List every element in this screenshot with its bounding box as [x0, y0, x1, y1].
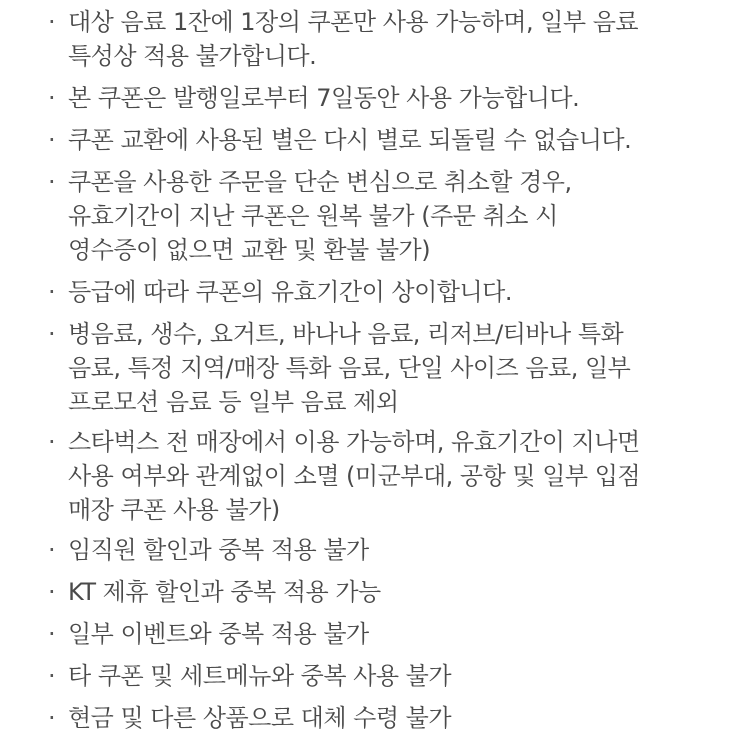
notice-text: [68, 659, 738, 693]
bullet-icon: ·: [48, 320, 56, 348]
notice-line: KT 제휴 할인과 중복 적용 가능: [68, 578, 381, 606]
notice-line: 대상 음료 1잔에 1장의 쿠폰만 사용 가능하며, 일부 음료: [68, 8, 639, 36]
notice-line: 타 쿠폰 및 세트메뉴와 중복 사용 불가: [68, 662, 452, 690]
notice-line: 쿠폰을 사용한 주문을 단순 변심으로 취소할 경우,: [68, 168, 572, 196]
notice-line: 프로모션 음료 등 일부 음료 제외: [68, 388, 399, 416]
bullet-icon: ·: [48, 578, 56, 606]
notice-line: 현금 및 다른 상품으로 대체 수령 불가: [68, 704, 452, 732]
notice-line: 매장 쿠폰 사용 불가): [68, 496, 280, 524]
bullet-icon: ·: [48, 168, 56, 196]
bullet-icon: ·: [48, 662, 56, 690]
notice-text: [68, 575, 738, 609]
notice-text: [68, 701, 738, 735]
notice-line: 임직원 할인과 중복 적용 불가: [68, 536, 369, 564]
notice-line: 영수증이 없으면 교환 및 환불 불가): [68, 236, 431, 264]
bullet-icon: ·: [48, 8, 56, 36]
notice-text: [68, 617, 738, 651]
notice-line: 음료, 특정 지역/매장 특화 음료, 단일 사이즈 음료, 일부: [68, 354, 631, 382]
notice-text: [68, 81, 738, 115]
bullet-icon: ·: [48, 620, 56, 648]
notice-text: [68, 5, 738, 73]
notice-line: 스타벅스 전 매장에서 이용 가능하며, 유효기간이 지나면: [68, 428, 640, 456]
notice-text: [68, 317, 738, 419]
bullet-icon: ·: [48, 704, 56, 732]
notice-text: [68, 425, 738, 527]
bullet-icon: ·: [48, 84, 56, 112]
notice-line: 특성상 적용 불가합니다.: [68, 42, 317, 70]
bullet-icon: ·: [48, 278, 56, 306]
notice-line: 등급에 따라 쿠폰의 유효기간이 상이합니다.: [68, 278, 512, 306]
notice-text: [68, 275, 738, 309]
notice-line: 본 쿠폰은 발행일로부터 7일동안 사용 가능합니다.: [68, 84, 580, 112]
notice-text: [68, 165, 738, 267]
notice-line: 쿠폰 교환에 사용된 별은 다시 별로 되돌릴 수 없습니다.: [68, 126, 632, 154]
bullet-icon: ·: [48, 536, 56, 564]
notice-line: 일부 이벤트와 중복 적용 불가: [68, 620, 369, 648]
notice-text: [68, 533, 738, 567]
notice-line: 병음료, 생수, 요거트, 바나나 음료, 리저브/티바나 특화: [68, 320, 624, 348]
notice-line: 사용 여부와 관계없이 소멸 (미군부대, 공항 및 일부 입점: [68, 462, 641, 490]
notice-text: [68, 123, 738, 157]
notice-line: 유효기간이 지난 쿠폰은 원복 불가 (주문 취소 시: [68, 202, 558, 230]
bullet-icon: ·: [48, 428, 56, 456]
bullet-icon: ·: [48, 126, 56, 154]
